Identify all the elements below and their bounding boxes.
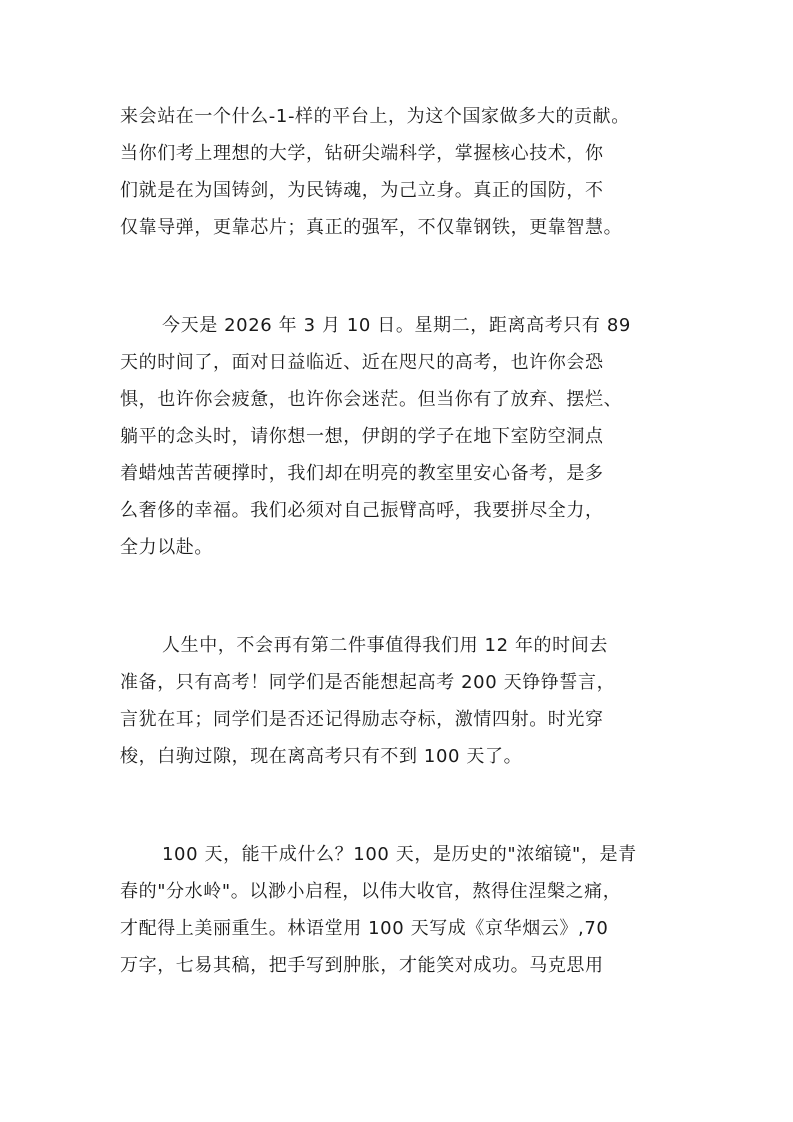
text-line: 当你们考上理想的大学，钻研尖端科学，掌握核心技术，你 bbox=[120, 143, 604, 164]
text-line: 天的时间了，面对日益临近、近在咫尺的高考，也许你会恐 bbox=[120, 352, 604, 373]
text-line: 躺平的念头时，请你想一想，伊朗的学子在地下室防空洞点 bbox=[120, 426, 604, 447]
text-line: 人生中，不会再有第二件事值得我们用 12 年的时间去 bbox=[162, 635, 608, 656]
text-line: 们就是在为国铸剑，为民铸魂，为己立身。真正的国防，不 bbox=[120, 180, 604, 201]
text-line: 万字，七易其稿，把手写到肿胀，才能笑对成功。马克思用 bbox=[120, 955, 604, 976]
text-line: 惧，也许你会疲惫，也许你会迷茫。但当你有了放弃、摆烂、 bbox=[120, 389, 623, 410]
text-line: 100 天，能干成什么？100 天，是历史的"浓缩镜"，是青 bbox=[162, 844, 637, 865]
text-line: 来会站在一个什么-1-样的平台上，为这个国家做多大的贡献。 bbox=[120, 106, 630, 127]
text-line: 么奢侈的幸福。我们必须对自己振臂高呼，我要拼尽全力， bbox=[120, 500, 604, 521]
text-line: 春的"分水岭"。以渺小启程，以伟大收官，熬得住涅槃之痛， bbox=[120, 881, 622, 902]
paragraph-4 bbox=[120, 836, 690, 984]
text-line: 今天是 2026 年 3 月 10 日。星期二，距离高考只有 89 bbox=[162, 315, 631, 336]
text-line: 梭，白驹过隙，现在离高考只有不到 100 天了。 bbox=[120, 746, 523, 767]
text-line: 言犹在耳；同学们是否还记得励志夺标，激情四射。时光穿 bbox=[120, 709, 604, 730]
paragraph-2 bbox=[120, 307, 690, 566]
text-line: 着蜡烛苦苦硬撑时，我们却在明亮的教室里安心备考，是多 bbox=[120, 463, 604, 484]
text-line: 全力以赴。 bbox=[120, 537, 213, 558]
paragraph-3 bbox=[120, 627, 690, 775]
text-line: 仅靠导弹，更靠芯片；真正的强军，不仅靠钢铁，更靠智慧。 bbox=[120, 217, 623, 238]
text-line: 才配得上美丽重生。林语堂用 100 天写成《京华烟云》,70 bbox=[120, 918, 609, 939]
paragraph-1 bbox=[120, 98, 690, 246]
text-line: 准备，只有高考！同学们是否能想起高考 200 天铮铮誓言， bbox=[120, 672, 616, 693]
